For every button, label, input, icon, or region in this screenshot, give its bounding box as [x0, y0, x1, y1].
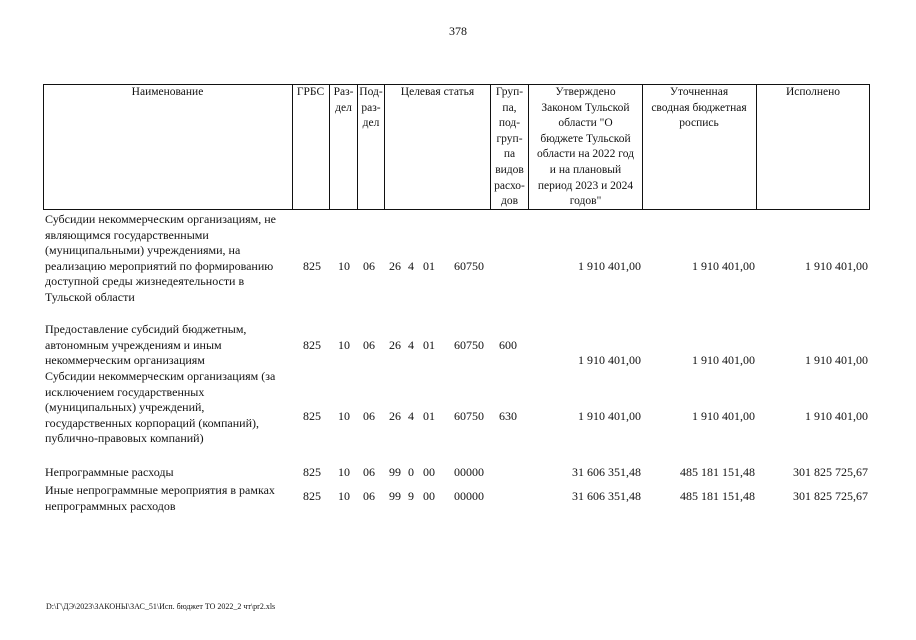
row-name-line: Иные непрограммные мероприятия в рамках [45, 483, 275, 497]
row-name-line: непрограммных расходов [45, 498, 176, 513]
row-executed: 301 825 725,67 [793, 465, 868, 479]
header-executed [757, 85, 869, 209]
row-refined: 1 910 401,00 [692, 409, 755, 423]
row-razdel: 10 [338, 489, 350, 503]
row-podrazdel: 06 [363, 259, 375, 273]
row-cs-direction: 00000 [454, 489, 484, 503]
row-cs-event: 01 [423, 259, 435, 273]
header-approved-line: Утверждено [555, 86, 616, 98]
page-number: 378 [449, 24, 467, 38]
row-name [45, 369, 297, 447]
row-cs-direction: 60750 [454, 409, 484, 423]
row-name-line: Непрограммные расходы [45, 465, 174, 479]
row-grbs: 825 [303, 489, 321, 503]
row-group: 630 [499, 409, 517, 423]
row-executed: 1 910 401,00 [805, 259, 868, 273]
row-name [45, 212, 297, 306]
header-podrazdel-line: Под- [359, 86, 383, 98]
header-refined-line: Уточненная [669, 86, 729, 98]
header-approved-line: и на плановый [549, 163, 622, 176]
header-grbs [293, 85, 328, 209]
header-podrazdel-line: дел [362, 117, 380, 130]
row-cs-event: 01 [423, 338, 435, 352]
row-executed: 1 910 401,00 [805, 409, 868, 423]
row-name [45, 465, 297, 481]
row-name-line: государственных корпораций (компаний), [45, 415, 259, 430]
header-grbs-text: ГРБС [296, 86, 325, 98]
row-cs-program: 99 [389, 489, 401, 503]
row-name-line: являющимся государственными [45, 227, 209, 242]
row-refined: 1 910 401,00 [692, 353, 755, 367]
row-grbs: 825 [303, 338, 321, 352]
row-approved: 1 910 401,00 [578, 259, 641, 273]
row-name-line: автономным учреждениям и иным [45, 337, 222, 352]
row-approved: 31 606 351,48 [572, 489, 641, 503]
row-grbs: 825 [303, 465, 321, 479]
header-group-line: дов [500, 195, 519, 208]
row-cs-subprogram: 0 [408, 465, 414, 479]
header-refined-line: роспись [679, 117, 719, 130]
header-podrazdel [358, 85, 384, 209]
row-cs-event: 01 [423, 409, 435, 423]
row-name-line: Субсидии некоммерческим организациям, не [45, 212, 276, 226]
row-razdel: 10 [338, 338, 350, 352]
row-approved: 1 910 401,00 [578, 353, 641, 367]
row-cs-subprogram: 4 [408, 338, 414, 352]
header-approved-line: годов" [569, 195, 602, 208]
row-cs-direction: 00000 [454, 465, 484, 479]
file-path-footer: D:\Г\ДЭ\2023\ЗАКОНЫ\ЗАС_51\Исп. бюджет ТО 2022_2 чт\pr2.xls [46, 602, 276, 611]
row-cs-program: 26 [389, 338, 401, 352]
row-refined: 485 181 151,48 [680, 465, 755, 479]
row-cs-event: 00 [423, 465, 435, 479]
row-cs-direction: 60750 [454, 338, 484, 352]
row-cs-program: 99 [389, 465, 401, 479]
header-group-line: расхо- [494, 179, 525, 192]
header-approved-line: Законом Тульской [541, 101, 630, 114]
row-name-line: (муниципальными) учреждениями, на [45, 243, 241, 258]
row-cs-event: 00 [423, 489, 435, 503]
row-podrazdel: 06 [363, 489, 375, 503]
row-cs-program: 26 [389, 409, 401, 423]
header-podrazdel-line: раз- [361, 101, 381, 114]
header-razdel-line: дел [335, 101, 352, 114]
row-razdel: 10 [338, 465, 350, 479]
row-name-line: доступной среды жизнедеятельности в [45, 274, 245, 289]
row-approved: 31 606 351,48 [572, 465, 641, 479]
row-name [45, 483, 297, 514]
row-refined: 485 181 151,48 [680, 489, 755, 503]
header-group-line: видов [495, 163, 524, 176]
row-refined: 1 910 401,00 [692, 259, 755, 273]
row-cs-direction: 60750 [454, 259, 484, 273]
header-group-line: под- [498, 117, 521, 130]
header-approved-line: области "О [558, 117, 613, 130]
row-name-line: Субсидии некоммерческим организациям (за [45, 369, 276, 383]
header-group-line: Груп- [495, 86, 524, 98]
row-grbs: 825 [303, 409, 321, 423]
row-razdel: 10 [338, 409, 350, 423]
row-cs-program: 26 [389, 259, 401, 273]
row-name-line: (муниципальных) учреждений, [45, 400, 205, 415]
row-executed: 1 910 401,00 [805, 353, 868, 367]
row-name-line: исключением государственных [45, 384, 205, 399]
header-refined [643, 85, 755, 209]
row-name-line: некоммерческим организациям [45, 353, 205, 368]
row-podrazdel: 06 [363, 409, 375, 423]
row-cs-subprogram: 4 [408, 409, 414, 423]
header-approved-line: период 2023 и 2024 [537, 179, 634, 192]
row-podrazdel: 06 [363, 465, 375, 479]
row-podrazdel: 06 [363, 338, 375, 352]
row-name [45, 322, 297, 369]
header-target [385, 85, 490, 209]
header-razdel [330, 85, 357, 209]
row-grbs: 825 [303, 259, 321, 273]
header-name [44, 85, 291, 209]
header-group-line: па [503, 148, 516, 161]
header-executed-text: Исполнено [785, 86, 841, 98]
row-approved: 1 910 401,00 [578, 409, 641, 423]
header-target-text: Целевая статья [400, 86, 475, 98]
row-name-line: реализацию мероприятий по формированию [45, 258, 274, 273]
row-group: 600 [499, 338, 517, 352]
header-group [491, 85, 528, 209]
header-group-line: па, [502, 101, 517, 114]
row-name-line: публично-правовых компаний) [45, 431, 204, 446]
row-razdel: 10 [338, 259, 350, 273]
header-name-text: Наименование [131, 86, 204, 98]
header-refined-line: сводная бюджетная [651, 101, 747, 114]
header-razdel-line: Раз- [333, 86, 354, 98]
header-group-line: груп- [496, 132, 523, 145]
header-approved [529, 85, 642, 209]
row-cs-subprogram: 9 [408, 489, 414, 503]
row-name-line: Предоставление субсидий бюджетным, [45, 322, 247, 336]
row-name-line: Тульской области [45, 289, 135, 304]
header-approved-line: бюджете Тульской [540, 132, 631, 145]
row-executed: 301 825 725,67 [793, 489, 868, 503]
header-approved-line: области на 2022 год [536, 148, 635, 161]
row-cs-subprogram: 4 [408, 259, 414, 273]
table-header [43, 84, 870, 210]
